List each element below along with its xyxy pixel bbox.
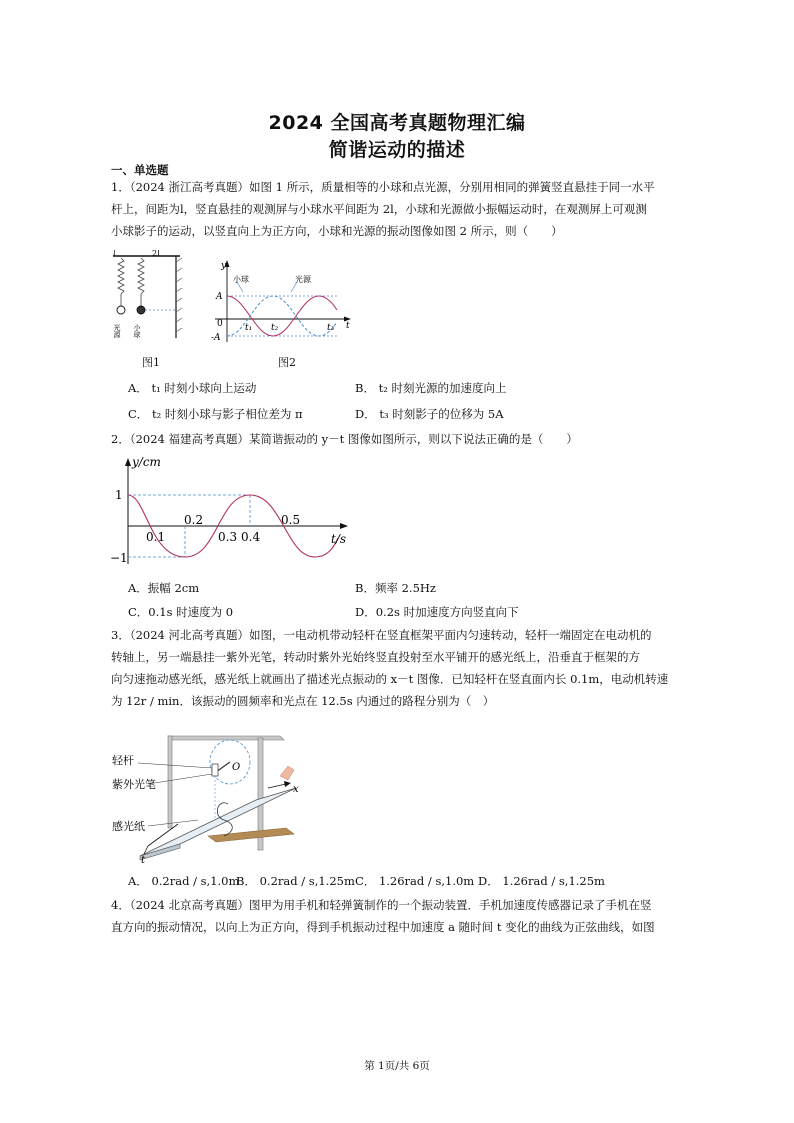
fig2-x-axis: t bbox=[346, 321, 350, 331]
q3-fig-t: t bbox=[141, 855, 146, 866]
q1-figure-1 bbox=[108, 250, 188, 345]
fig2-zero: 0 bbox=[217, 319, 223, 329]
fig2-caption: 图2 bbox=[278, 356, 296, 369]
q2-option-B[interactable]: B．频率 2.5Hz bbox=[355, 581, 436, 595]
fig1-dim-2l: 2l bbox=[152, 250, 160, 258]
q2-option-A[interactable]: A．振幅 2cm bbox=[128, 581, 200, 595]
fig1-dim-l: l bbox=[113, 250, 116, 258]
q3-fig-O: O bbox=[232, 762, 241, 773]
q3-fig-pen: 紫外光笔 bbox=[112, 778, 156, 791]
q3-line: 向匀速拖动感光纸，感光纸上就画出了描述光点振动的 x－t 图像．已知轻杆在竖直面内长 0.1m，电动机转速 bbox=[111, 672, 669, 686]
q3-fig-x: x bbox=[293, 784, 299, 795]
q1-option-C[interactable]: C． t₂ 时刻小球与影子相位差为 π bbox=[128, 407, 303, 421]
fig2-A: A bbox=[216, 292, 223, 302]
q2-y-neg: −1 bbox=[110, 551, 128, 565]
fig2-t1: t₁ bbox=[245, 323, 253, 333]
question-1-stem bbox=[111, 176, 691, 242]
question-3-stem bbox=[111, 624, 691, 712]
fig2-negA: -A bbox=[211, 333, 221, 343]
fig1-caption: 图1 bbox=[142, 356, 160, 369]
question-2-stem: 2．（2024 福建高考真题）某简谐振动的 y－t 图像如图所示，则以下说法正确的是（ ） bbox=[111, 432, 578, 446]
page-footer: 第 1页/共 6页 bbox=[364, 1060, 430, 1072]
q2-option-C[interactable]: C．0.1s 时速度为 0 bbox=[128, 605, 234, 619]
q2-t05: 0.5 bbox=[281, 513, 301, 527]
q1-line: 1．（2024 浙江高考真题）如图 1 所示，质量相等的小球和点光源，分别用相同的弹簧竖直悬挂于同一水平 bbox=[111, 180, 655, 194]
page-title: 2024 全国高考真题物理汇编 bbox=[268, 112, 526, 134]
q3-option-A[interactable]: A． 0.2rad / s,1.0m bbox=[128, 874, 240, 888]
q2-t03: 0.3 bbox=[218, 530, 238, 544]
q2-t02: 0.2 bbox=[184, 513, 204, 527]
q2-t01: 0.1 bbox=[146, 530, 166, 544]
fig1-label-ball: 小球 bbox=[133, 324, 141, 338]
q3-option-B[interactable]: B． 0.2rad / s,1.25m bbox=[236, 874, 355, 888]
section-heading: 一、单选题 bbox=[111, 163, 169, 177]
q1-option-D[interactable]: D． t₃ 时刻影子的位移为 5A bbox=[355, 407, 504, 421]
q3-figure bbox=[108, 728, 308, 866]
q1-option-B[interactable]: B． t₂ 时刻光源的加速度向上 bbox=[355, 381, 507, 395]
q2-y-pos: 1 bbox=[115, 488, 123, 502]
fig2-t3: t₃ bbox=[327, 323, 335, 333]
q3-line: 转轴上，另一端悬挂一紫外光笔，转动时紫外光始终竖直投射至水平铺开的感光纸上，沿垂直于框架的方 bbox=[111, 650, 640, 664]
fig2-t2: t₂ bbox=[271, 323, 279, 333]
fig1-label-source: 光源 bbox=[113, 324, 121, 338]
q3-line: 为 12r / min．该振动的圆频率和光点在 12.5s 内通过的路程分别为（ ） bbox=[111, 694, 495, 708]
q4-line: 4．（2024 北京高考真题）图甲为用手机和轻弹簧制作的一个振动装置．手机加速度传感器记录了手机在竖 bbox=[111, 898, 652, 912]
q3-option-D[interactable]: D． 1.26rad / s,1.25m bbox=[478, 874, 605, 888]
q1-line: 小球影子的运动，以竖直向上为正方向，小球和光源的振动图像如图 2 所示，则（ ） bbox=[111, 224, 563, 238]
fig2-legend-source: 光源 bbox=[295, 275, 311, 284]
fig2-legend-ball: 小球 bbox=[233, 275, 249, 284]
q2-t04: 0.4 bbox=[241, 530, 261, 544]
q3-option-C[interactable]: C． 1.26rad / s,1.0m bbox=[355, 874, 475, 888]
q1-line: 杆上，间距为l，竖直悬挂的观测屏与小球水平间距为 2l，小球和光源做小振幅运动时，在观测屏上可观测 bbox=[111, 202, 647, 216]
fig2-y-axis: y bbox=[221, 261, 227, 271]
q2-option-D[interactable]: D．0.2s 时加速度方向竖直向下 bbox=[355, 605, 519, 619]
q4-line: 直方向的振动情况，以向上为正方向，得到手机振动过程中加速度 a 随时间 t 变化的曲线为正弦曲线，如图 bbox=[111, 920, 655, 934]
q1-option-A[interactable]: A． t₁ 时刻小球向上运动 bbox=[128, 381, 257, 395]
q3-fig-paper: 感光纸 bbox=[112, 820, 145, 833]
page-subtitle: 简谐运动的描述 bbox=[328, 139, 466, 161]
q3-line: 3．（2024 河北高考真题）如图，一电动机带动轻杆在竖直框架平面内匀速转动，轻杆一端固定在电动机的 bbox=[111, 628, 652, 642]
q2-graph bbox=[110, 452, 355, 572]
q2-x-label: t/s bbox=[331, 532, 347, 546]
q1-figure-2 bbox=[205, 258, 355, 348]
q2-y-label: y/cm bbox=[132, 455, 161, 469]
q3-fig-rod: 轻杆 bbox=[112, 754, 134, 767]
question-4-stem bbox=[111, 894, 691, 938]
